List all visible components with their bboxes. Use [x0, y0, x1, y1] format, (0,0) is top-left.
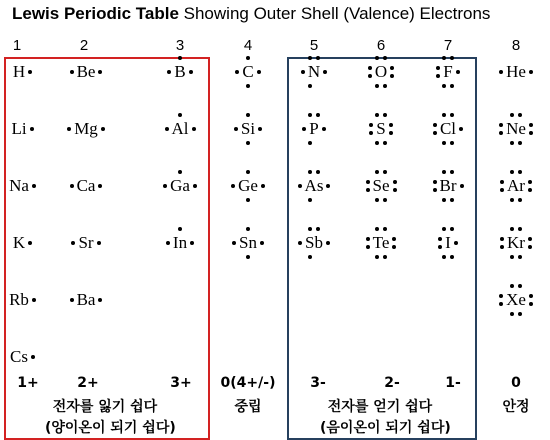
element-symbol: Cs [10, 347, 28, 366]
valence-electron-dot [518, 255, 522, 259]
valence-electron-dot [518, 312, 522, 316]
valence-electron-dot [389, 123, 393, 127]
valence-electron-dot [178, 227, 182, 231]
element-symbol: N [307, 62, 321, 81]
valence-electron-dot [260, 241, 264, 245]
caption-become-anion: (음이온이 되기 쉽다) [320, 420, 451, 436]
valence-electron-dot [442, 56, 446, 60]
element-symbol: In [172, 233, 188, 252]
valence-electron-dot [366, 237, 370, 241]
element-symbol: As [304, 176, 324, 195]
valence-electron-dot [234, 127, 238, 131]
valence-electron-dot [30, 127, 34, 131]
caption-stable: 안정 [502, 399, 530, 415]
valence-electron-dot [518, 141, 522, 145]
element-symbol: B [174, 62, 186, 81]
valence-electron-dot [258, 127, 262, 131]
valence-electron-dot [366, 245, 370, 249]
valence-electron-dot [308, 84, 312, 88]
valence-electron-dot [433, 180, 437, 184]
element-symbol: Xe [506, 290, 526, 309]
valence-electron-dot [316, 113, 320, 117]
valence-electron-dot [308, 141, 312, 145]
valence-electron-dot [518, 198, 522, 202]
charge-group-4: 0(4+/-) [220, 375, 276, 391]
valence-electron-dot [510, 198, 514, 202]
element-symbol: Ga [170, 176, 190, 195]
valence-electron-dot [308, 170, 312, 174]
element-symbol: Mg [74, 119, 98, 138]
valence-electron-dot [178, 113, 182, 117]
valence-electron-dot [366, 180, 370, 184]
valence-electron-dot [383, 170, 387, 174]
caption-become-cation: (양이온이 되기 쉽다) [45, 420, 176, 436]
valence-electron-dot [375, 113, 379, 117]
valence-electron-dot [308, 255, 312, 259]
charge-group-3: 3+ [170, 375, 192, 391]
valence-electron-dot [389, 131, 393, 135]
charge-group-5: 3- [310, 375, 326, 391]
valence-electron-dot [32, 298, 36, 302]
valence-electron-dot [529, 302, 533, 306]
valence-electron-dot [442, 113, 446, 117]
valence-electron-dot [232, 241, 236, 245]
element-symbol: Be [76, 62, 96, 81]
valence-electron-dot [442, 141, 446, 145]
valence-electron-dot [528, 188, 532, 192]
valence-electron-dot [366, 188, 370, 192]
valence-electron-dot [70, 70, 74, 74]
valence-electron-dot [518, 227, 522, 231]
element-symbol: Sr [78, 233, 94, 252]
valence-electron-dot [510, 170, 514, 174]
valence-electron-dot [246, 227, 250, 231]
valence-electron-dot [450, 84, 454, 88]
valence-electron-dot [246, 141, 250, 145]
valence-electron-dot [70, 298, 74, 302]
valence-electron-dot [375, 227, 379, 231]
element-symbol: Sb [305, 233, 323, 252]
charge-group-1: 1+ [17, 375, 39, 391]
valence-electron-dot [375, 84, 379, 88]
valence-electron-dot [375, 141, 379, 145]
element-symbol: Se [372, 176, 390, 195]
valence-electron-dot [246, 198, 250, 202]
valence-electron-dot [383, 198, 387, 202]
charge-group-2: 2+ [77, 375, 99, 391]
element-symbol: Li [11, 119, 27, 138]
element-symbol: Kr [507, 233, 525, 252]
element-symbol: Al [171, 119, 189, 138]
valence-electron-dot [450, 170, 454, 174]
valence-electron-dot [165, 127, 169, 131]
valence-electron-dot [499, 302, 503, 306]
valence-electron-dot [442, 227, 446, 231]
valence-electron-dot [231, 184, 235, 188]
charge-group-7: 1- [445, 375, 461, 391]
valence-electron-dot [383, 113, 387, 117]
valence-electron-dot [433, 188, 437, 192]
element-symbol: S [376, 119, 386, 138]
valence-electron-dot [308, 227, 312, 231]
valence-electron-dot [326, 241, 330, 245]
group-number-1: 1 [12, 37, 22, 54]
valence-electron-dot [192, 127, 196, 131]
title-rest: Showing Outer Shell (Valence) Electrons [183, 4, 491, 23]
element-symbol: He [506, 62, 526, 81]
element-symbol: Ge [238, 176, 258, 195]
group-number-3: 3 [175, 37, 185, 54]
valence-electron-dot [383, 56, 387, 60]
valence-electron-dot [454, 241, 458, 245]
valence-electron-dot [383, 255, 387, 259]
valence-electron-dot [510, 255, 514, 259]
valence-electron-dot [189, 70, 193, 74]
valence-electron-dot [499, 294, 503, 298]
valence-electron-dot [450, 198, 454, 202]
valence-electron-dot [375, 56, 379, 60]
caption-lose-electrons: 전자를 잃기 쉽다 [52, 399, 158, 415]
valence-electron-dot [450, 56, 454, 60]
element-symbol: K [12, 233, 26, 252]
title-bold: Lewis Periodic Table [12, 4, 179, 23]
valence-electron-dot [500, 188, 504, 192]
valence-electron-dot [529, 131, 533, 135]
valence-electron-dot [442, 198, 446, 202]
element-symbol: Te [372, 233, 390, 252]
valence-electron-dot [246, 255, 250, 259]
group-number-5: 5 [309, 37, 319, 54]
valence-electron-dot [510, 284, 514, 288]
valence-electron-dot [322, 127, 326, 131]
valence-electron-dot [316, 170, 320, 174]
element-symbol: Ca [76, 176, 96, 195]
element-symbol: Cl [439, 119, 457, 138]
valence-electron-dot [308, 198, 312, 202]
valence-electron-dot [499, 70, 503, 74]
element-symbol: Sn [239, 233, 257, 252]
valence-electron-dot [32, 184, 36, 188]
valence-electron-dot [316, 56, 320, 60]
valence-electron-dot [101, 127, 105, 131]
element-symbol: Ar [507, 176, 525, 195]
valence-electron-dot [510, 141, 514, 145]
valence-electron-dot [393, 180, 397, 184]
valence-electron-dot [383, 227, 387, 231]
valence-electron-dot [31, 355, 35, 359]
valence-electron-dot [450, 141, 454, 145]
valence-electron-dot [450, 227, 454, 231]
group-number-8: 8 [511, 37, 521, 54]
valence-electron-dot [298, 184, 302, 188]
valence-electron-dot [433, 123, 437, 127]
valence-electron-dot [393, 188, 397, 192]
valence-electron-dot [450, 255, 454, 259]
valence-electron-dot [178, 170, 182, 174]
group-number-6: 6 [376, 37, 386, 54]
element-symbol: H [12, 62, 26, 81]
element-symbol: Rb [9, 290, 29, 309]
valence-electron-dot [518, 113, 522, 117]
valence-electron-dot [166, 241, 170, 245]
valence-electron-dot [308, 113, 312, 117]
valence-electron-dot [97, 241, 101, 245]
valence-electron-dot [456, 70, 460, 74]
charge-group-8: 0 [511, 375, 521, 391]
valence-electron-dot [529, 123, 533, 127]
valence-electron-dot [442, 84, 446, 88]
valence-electron-dot [368, 66, 372, 70]
valence-electron-dot [518, 284, 522, 288]
valence-electron-dot [528, 245, 532, 249]
valence-electron-dot [368, 74, 372, 78]
element-symbol: Si [240, 119, 256, 138]
valence-electron-dot [500, 237, 504, 241]
element-symbol: Ba [76, 290, 96, 309]
group-number-4: 4 [243, 37, 253, 54]
valence-electron-dot [510, 312, 514, 316]
valence-electron-dot [528, 180, 532, 184]
valence-electron-dot [433, 131, 437, 135]
caption-gain-electrons: 전자를 얻기 쉽다 [327, 399, 433, 415]
element-symbol: Ne [506, 119, 526, 138]
valence-electron-dot [178, 56, 182, 60]
valence-electron-dot [235, 70, 239, 74]
valence-electron-dot [246, 113, 250, 117]
valence-electron-dot [500, 180, 504, 184]
valence-electron-dot [383, 141, 387, 145]
valence-electron-dot [460, 184, 464, 188]
valence-electron-dot [246, 84, 250, 88]
valence-electron-dot [510, 113, 514, 117]
diagram-title [12, 4, 490, 24]
valence-electron-dot [528, 237, 532, 241]
valence-electron-dot [298, 241, 302, 245]
valence-electron-dot [375, 198, 379, 202]
charge-group-6: 2- [384, 375, 400, 391]
group-number-2: 2 [79, 37, 89, 54]
valence-electron-dot [308, 56, 312, 60]
valence-electron-dot [442, 255, 446, 259]
caption-neutral: 중립 [234, 399, 262, 415]
valence-electron-dot [257, 70, 261, 74]
valence-electron-dot [450, 113, 454, 117]
element-symbol: P [309, 119, 319, 138]
valence-electron-dot [510, 227, 514, 231]
element-symbol: C [242, 62, 254, 81]
valence-electron-dot [246, 56, 250, 60]
valence-electron-dot [499, 131, 503, 135]
valence-electron-dot [529, 70, 533, 74]
valence-electron-dot [316, 227, 320, 231]
valence-electron-dot [499, 123, 503, 127]
valence-electron-dot [193, 184, 197, 188]
valence-electron-dot [246, 170, 250, 174]
element-symbol: O [374, 62, 388, 81]
element-symbol: Na [9, 176, 29, 195]
valence-electron-dot [518, 170, 522, 174]
valence-electron-dot [529, 294, 533, 298]
valence-electron-dot [301, 70, 305, 74]
valence-electron-dot [375, 255, 379, 259]
valence-electron-dot [70, 184, 74, 188]
valence-electron-dot [459, 127, 463, 131]
element-symbol: I [445, 233, 451, 252]
element-symbol: F [443, 62, 453, 81]
group-number-7: 7 [443, 37, 453, 54]
valence-electron-dot [383, 84, 387, 88]
element-symbol: Br [439, 176, 457, 195]
valence-electron-dot [442, 170, 446, 174]
valence-electron-dot [500, 245, 504, 249]
valence-electron-dot [375, 170, 379, 174]
valence-electron-dot [261, 184, 265, 188]
